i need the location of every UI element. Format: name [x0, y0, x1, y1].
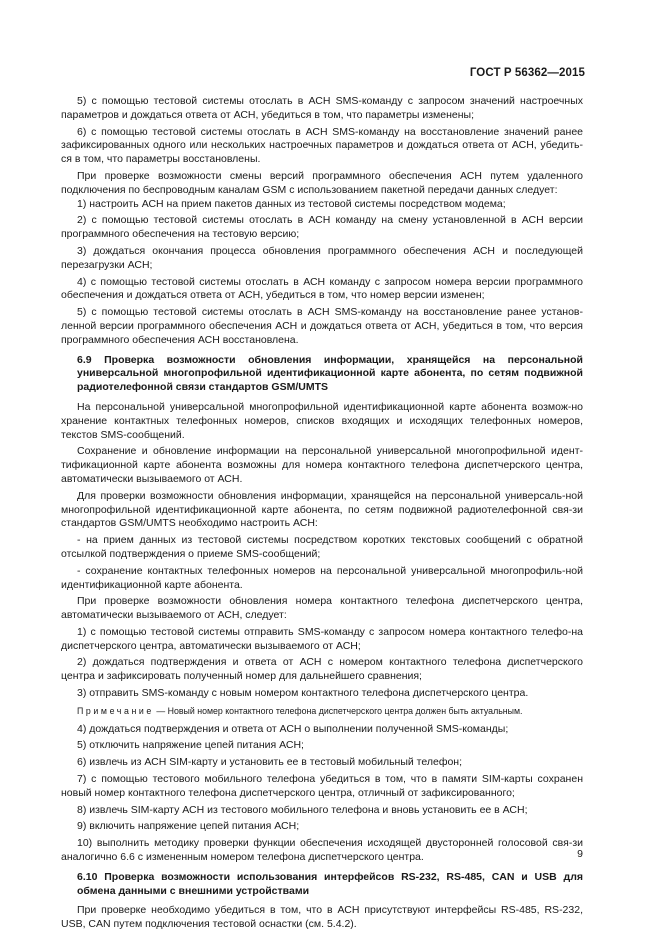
paragraph: На персональной универсальной многопрофильной идентификационной карте абонента возмож-но хранение контактных телефонных номеров, списков входящих и исходящих телефонных номеров, текстов SMS-сообщений. [61, 400, 583, 441]
paragraph: 5) с помощью тестовой системы отослать в АСН SMS-команду с запросом значений настроечных параметров и дождаться ответа от АСН, убедиться в том, что параметры изменены; [61, 95, 583, 121]
section-heading-6-10: 6.10 Проверка возможности использования интерфейсов RS-232, RS-485, CAN и USB для обмена данными с внешними устройствами [77, 870, 583, 897]
paragraph: 6) с помощью тестовой системы отослать в АСН SMS-команду на восстановление значений ранее зафиксированных одного или нескольких настроечных параметров и дождаться ответа от АСН, убедить-ся в том, что параметры восстановлены. [61, 125, 583, 166]
paragraph: 5) отключить напряжение цепей питания АСН; [77, 739, 304, 752]
paragraph: 6) извлечь из АСН SIM-карту и установить ее в тестовый мобильный телефон; [77, 756, 463, 769]
paragraph: 4) с помощью тестовой системы отослать в АСН команду с запросом номера версии программного обеспечения и дождаться ответа от АСН, убедиться в том, что номер версии изменен; [61, 275, 583, 302]
list-item: - сохранение контактных телефонных номеров на персональной универсальной многопрофиль-ной идентификационной карте абонента. [61, 564, 583, 591]
note [61, 705, 583, 719]
paragraph: 3) отправить SMS-команду с новым номером контактного телефона диспетчерского центра. [77, 687, 529, 700]
paragraph: 4) дождаться подтверждения и ответа от АСН о выполнении полученной SMS-команды; [77, 722, 509, 735]
paragraph: 2) дождаться подтверждения и ответа от АСН с номером контактного телефона диспетчерского центра и зафиксировать полученный номер для дальнейшего сравнения; [61, 656, 583, 683]
paragraph: 1) с помощью тестовой системы отправить SMS-команду с запросом номера контактного телефо-на диспетчерского центра, автоматически вызываемого от АСН; [61, 625, 583, 652]
section-heading-6-9: 6.9 Проверка возможности обновления информации, хранящейся на персональной универсальной многопрофильной идентификационной карте абонента, по сетям подвижной радиотелефонной связи стандартов GSM/UMTS [77, 353, 583, 394]
paragraph: При проверке необходимо убедиться в том, что в АСН присутствуют интерфейсы RS-485, RS-232, USB, CAN путем подключения тестовой оснастки (см. 5.4.2). [61, 904, 583, 931]
paragraph: Для проверки возможности обновления информации, хранящейся на персональной универсаль-ной многопрофильной идентификационной карте абонента, по сетям подвижной радиотелефонной свя-зи стандартов GSM/UMTS необходимо настроить АСН: [61, 489, 583, 530]
paragraph: 7) с помощью тестового мобильного телефона убедиться в том, что в памяти SIM-карты сохранен новый номер контактного телефона диспетчерского центра, отличный от зафиксированного; [61, 773, 583, 799]
paragraph: 5) с помощью тестовой системы отослать в АСН SMS-команду на восстановление ранее установ-ленной версии программного обеспечения АСН и дождаться ответа от АСН, убедиться в том, что версия программного обеспечения АСН восстановлена. [61, 306, 583, 346]
note-text: — Новый номер контактного телефона диспетчерского центра должен быть актуальным. [153, 705, 523, 716]
paragraph: 3) дождаться окончания процесса обновления программного обеспечения АСН и последующей перезагрузки АСН; [61, 244, 583, 271]
paragraph: При проверке возможности смены версий программного обеспечения АСН путем удаленного подключения по беспроводным каналам GSM с использованием пакетной передачи данных следует: [61, 169, 583, 196]
document-body [61, 95, 583, 932]
list-item: - на прием данных из тестовой системы посредством коротких текстовых сообщений с обратной отсылкой подтверждения о приеме SMS-сообщений; [61, 534, 583, 560]
paragraph: Сохранение и обновление информации на персональной универсальной многопрофильной идент-тификационной карте абонента возможны для номера контактного телефона диспетчерского центра, автоматически вызываемого от АСН. [61, 445, 583, 485]
paragraph: 9) включить напряжение цепей питания АСН; [77, 820, 300, 833]
document-header: ГОСТ Р 56362—2015 [469, 67, 585, 79]
paragraph: 8) извлечь SIM-карту АСН из тестового мобильного телефона и вновь установить ее в АСН; [77, 803, 528, 816]
paragraph: 2) с помощью тестовой системы отослать в АСН команду на смену установленной в АСН версии программного обеспечения на тестовую версию; [61, 214, 583, 241]
paragraph: 10) выполнить методику проверки функции обеспечения исходящей двусторонней голосовой свя-зи аналогично 6.6 с измененным номером телефона диспетчерского центра. [61, 837, 583, 864]
page-number: 9 [577, 848, 583, 860]
paragraph: При проверке возможности обновления номера контактного телефона диспетчерского центра, автоматически вызываемого от АСН, следует: [61, 595, 583, 622]
note-label: Примечание [77, 705, 154, 716]
paragraph: 1) настроить АСН на прием пакетов данных из тестовой системы посредством модема; [77, 197, 506, 210]
